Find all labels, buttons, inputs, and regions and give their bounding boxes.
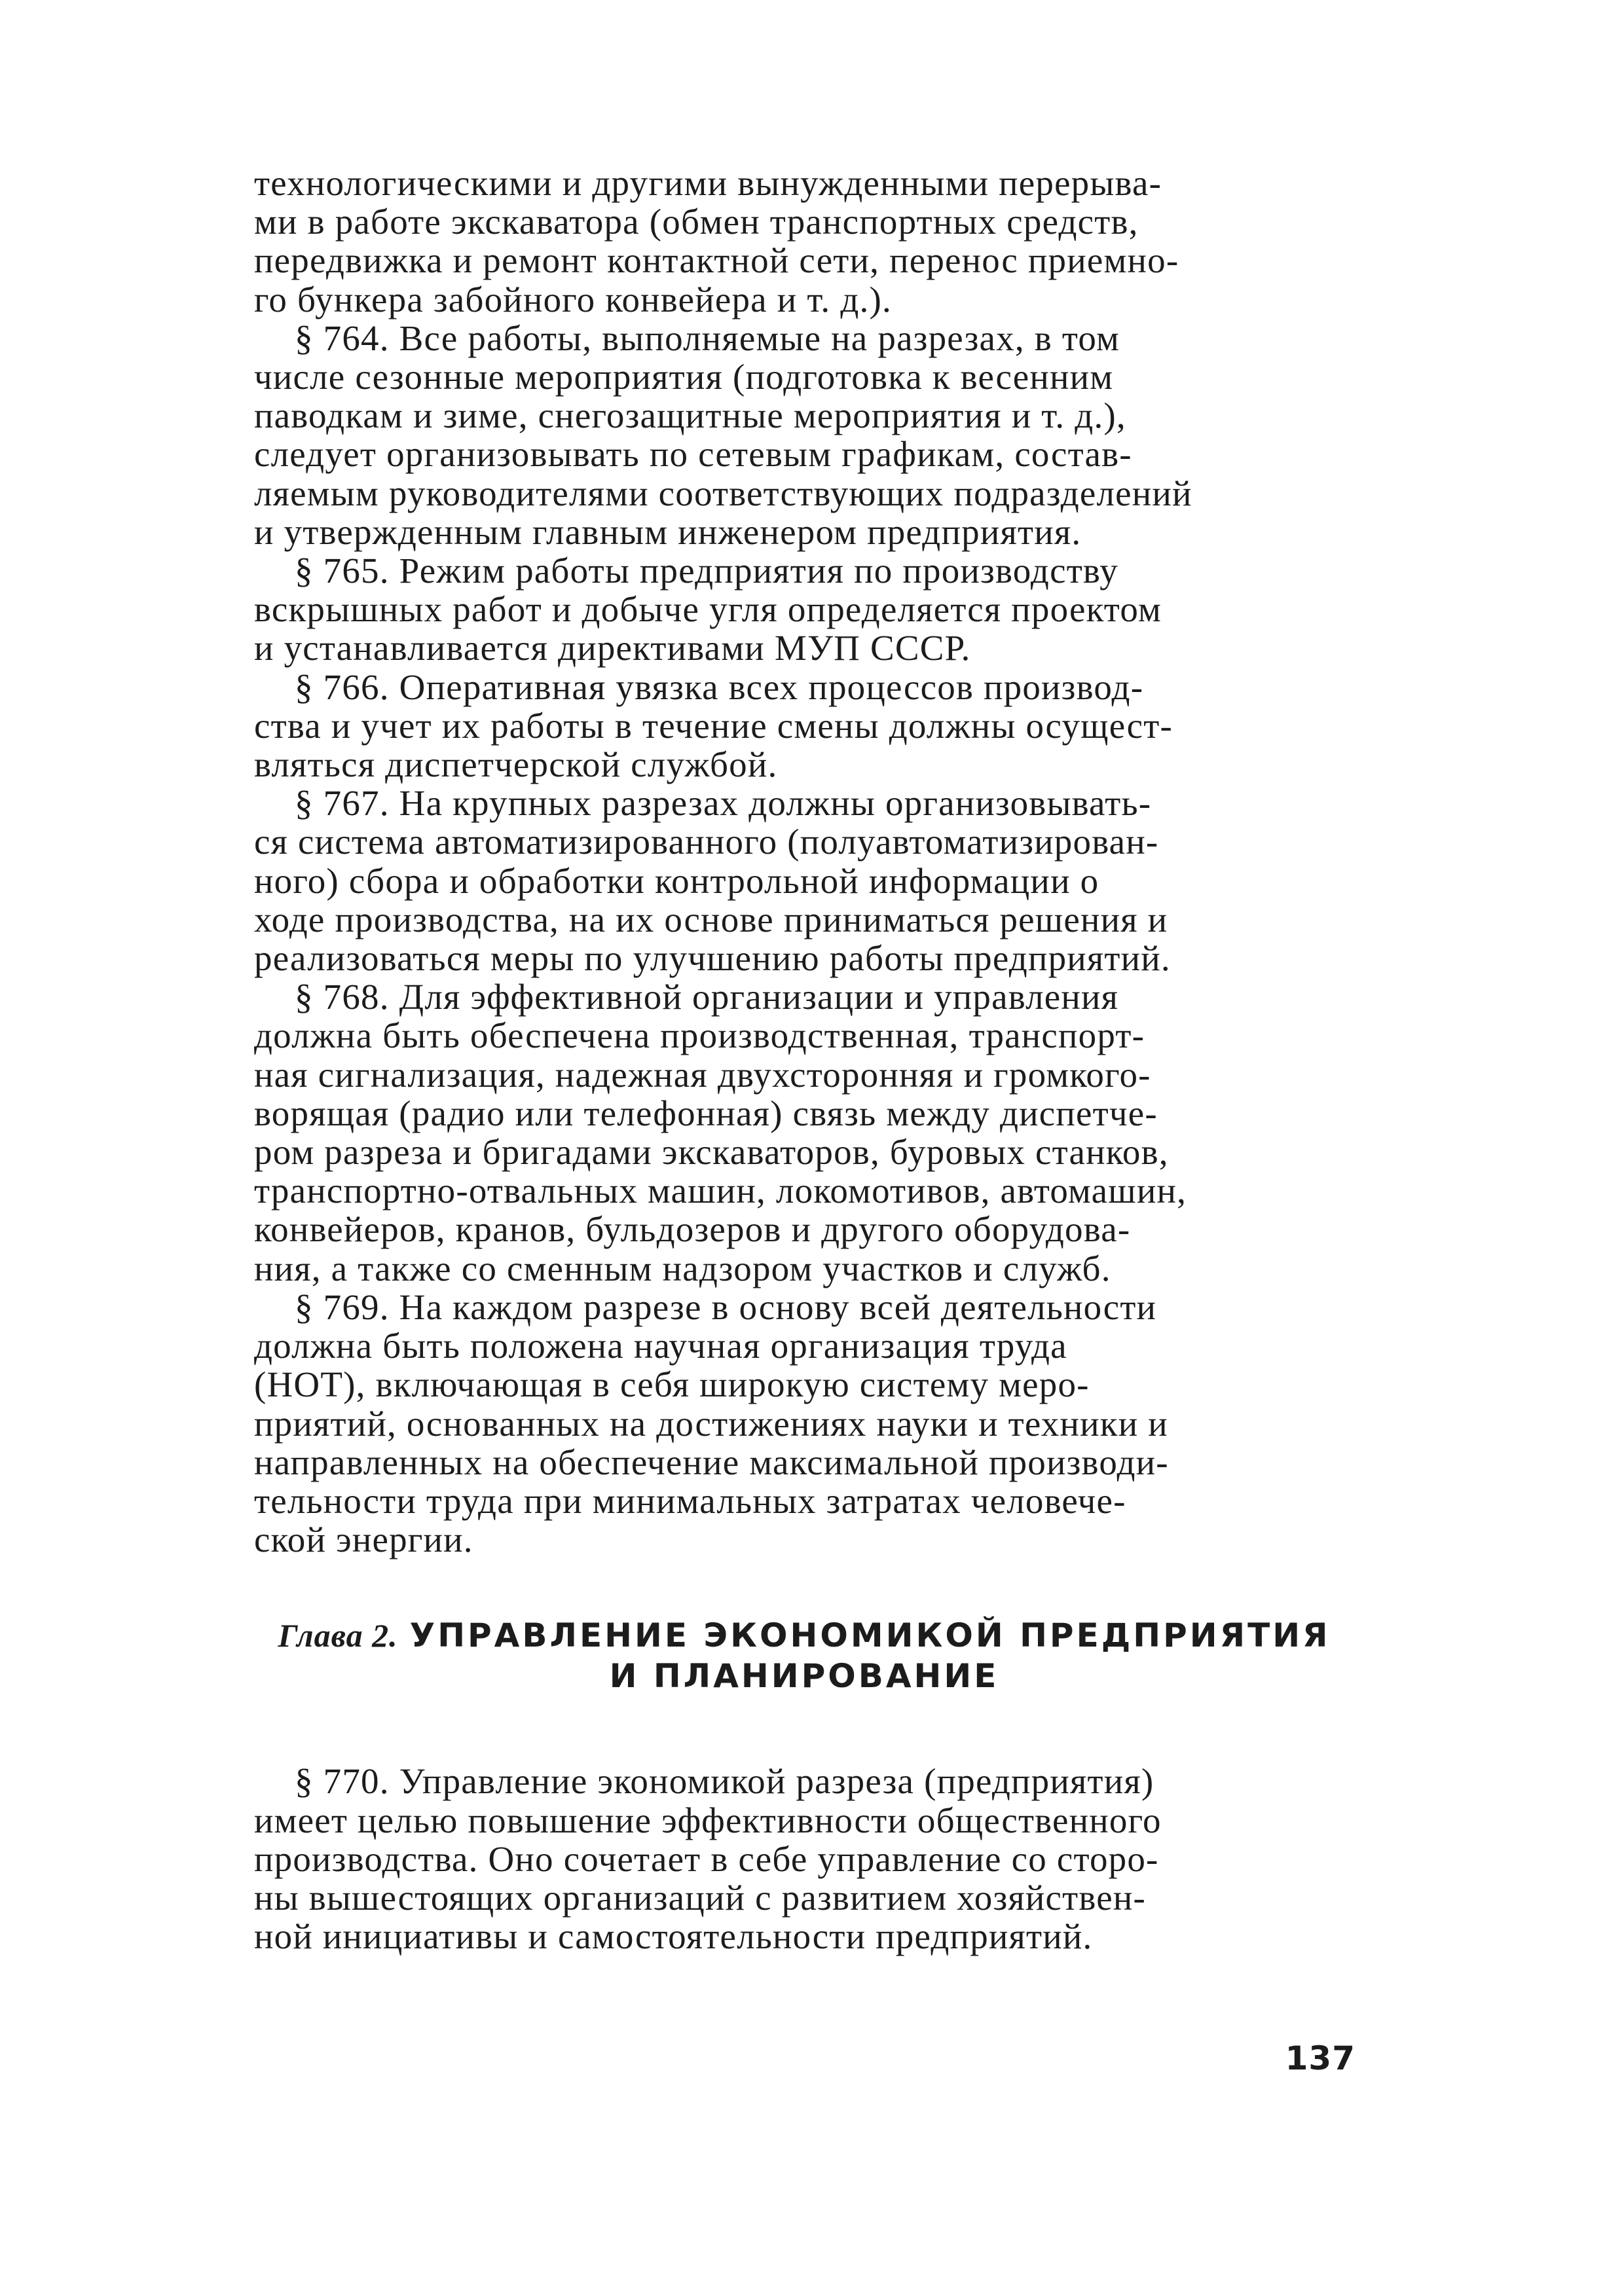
paragraph-764: § 764. Все работы, выполняемые на разрезах, в том числе сезонные мероприятия (подготовка к весенним паводкам и зиме, снегозащитные мероприятия и т. д.), следует организовывать по сетевым графикам, состав- ляемым руководителями соответствующих подразделений и утвержденным главным инженером предприятия. <box>254 318 1192 552</box>
page-number: 137 <box>1285 2039 1356 2077</box>
paragraph-770: § 770. Управление экономикой разреза (предприятия) имеет целью повышение эффективности общественного производства. Оно сочетает в себе управление со сторо- ны вышестоящих организаций с развитием хозяйствен- ной инициативы и самостоятельности предприятий. <box>254 1761 1162 1957</box>
paragraph-768: § 768. Для эффективной организации и управления должна быть обеспечена производственная, транспорт- ная сигнализация, надежная двухсторонняя и громкого- ворящая (радио или телефонная) связь между диспетче- ром разреза и бригадами экскаваторов, буровых станков, транспортно-отвальных машин, локомотивов, автомашин, конвейеров, кранов, бульдозеров и другого оборудова- ния, а также со сменным надзором участков и служб. <box>254 977 1187 1288</box>
paragraph-769: § 769. На каждом разрезе в основу всей деятельности должна быть положена научная организация труда (НОТ), включающая в себя широкую систему меро- приятий, основанных на достижениях науки и техники и направленных на обеспечение максимальной производи- тельности труда при минимальных затратах человече- ской энергии. <box>254 1286 1169 1560</box>
page-body <box>254 164 1354 1956</box>
paragraph-765: § 765. Режим работы предприятия по производству вскрышных работ и добыче угля определяется проектом и устанавливается директивами МУП СССР. <box>254 551 1162 668</box>
chapter-title-line2: И ПЛАНИРОВАНИЕ <box>609 1657 999 1696</box>
chapter-heading <box>254 1615 1354 1696</box>
chapter-label: Глава 2. <box>278 1617 398 1654</box>
chapter-title-line1: УПРАВЛЕНИЕ ЭКОНОМИКОЙ ПРЕДПРИЯТИЯ <box>409 1616 1331 1655</box>
paragraph-767: § 767. На крупных разрезах должны организовывать- ся система автоматизированного (полуавтоматизирован- ного) сбора и обработки контрольной информации о ходе производства, на их основе приниматься решения и реализоваться меры по улучшению работы предприятий. <box>254 783 1171 979</box>
paragraph-766: § 766. Оперативная увязка всех процессов производ- ства и учет их работы в течение смены должны осущест- вляться диспетчерской службой. <box>254 666 1173 785</box>
paragraph-continuation: технологическими и другими вынужденными перерыва- ми в работе экскаватора (обмен транспортных средств, передвижка и ремонт контактной сети, перенос приемно- го бункера забойного конвейера и т. д.). <box>254 163 1179 319</box>
